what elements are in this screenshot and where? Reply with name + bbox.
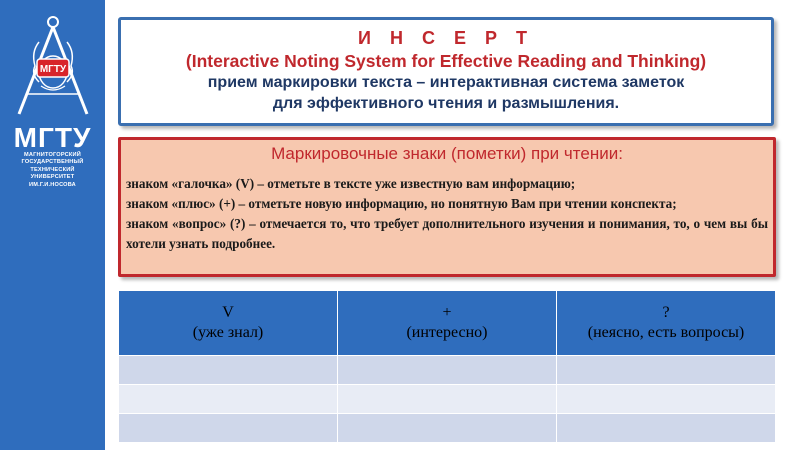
marks-list bbox=[126, 174, 768, 254]
column-header-unclear bbox=[557, 291, 776, 356]
column-label: (неясно, есть вопросы) bbox=[587, 324, 745, 341]
table-cell[interactable] bbox=[338, 356, 557, 385]
page-title: И Н С Е Р Т bbox=[358, 28, 534, 48]
table-cell[interactable] bbox=[557, 385, 776, 414]
mark-item-question: знаком «вопрос» (?) – отмечается то, что требует дополнительного изучения и понимания, то, о чем вы бы хотели узнать подробнее. bbox=[126, 216, 768, 251]
university-full-name-line: ТЕХНИЧЕСКИЙ bbox=[30, 166, 75, 173]
title-box bbox=[118, 17, 774, 126]
table-cell[interactable] bbox=[338, 385, 557, 414]
column-symbol: ? bbox=[662, 304, 670, 321]
table-cell[interactable] bbox=[119, 356, 338, 385]
marks-heading: Маркировочные знаки (пометки) при чтении: bbox=[271, 144, 623, 163]
logo-text: МГТУ bbox=[39, 64, 67, 75]
table-row bbox=[119, 385, 776, 414]
table-row bbox=[119, 414, 776, 443]
university-full-name bbox=[0, 152, 105, 189]
compass-emblem-icon bbox=[13, 14, 93, 124]
university-name: МГТУ bbox=[13, 122, 92, 153]
university-full-name-line: УНИВЕРСИТЕТ bbox=[30, 174, 75, 181]
column-label: (уже знал) bbox=[192, 324, 264, 341]
mark-item-plus: знаком «плюс» (+) – отметьте новую информацию, но понятную Вам при чтении конспекта; bbox=[126, 196, 677, 211]
university-full-name-line: МАГНИТОГОРСКИЙ bbox=[24, 152, 81, 158]
column-symbol: V bbox=[222, 304, 234, 321]
column-header-interesting bbox=[338, 291, 557, 356]
university-full-name-line: ИМ.Г.И.НОСОВА bbox=[29, 181, 76, 188]
page-description-line: прием маркировки текста – интерактивная система заметок bbox=[207, 74, 685, 91]
table-cell[interactable] bbox=[557, 414, 776, 443]
university-logo bbox=[13, 14, 93, 124]
column-label: (интересно) bbox=[406, 324, 488, 341]
notes-table bbox=[118, 290, 776, 443]
column-symbol: + bbox=[442, 304, 452, 321]
marks-box bbox=[118, 137, 776, 277]
column-header-known bbox=[119, 291, 338, 356]
mark-item-check: знаком «галочка» (V) – отметьте в тексте уже известную вам информацию; bbox=[126, 176, 576, 191]
table-header-row bbox=[119, 291, 776, 356]
table-cell[interactable] bbox=[119, 414, 338, 443]
page-description-line: для эффективного чтения и размышления. bbox=[272, 95, 620, 112]
table-row bbox=[119, 356, 776, 385]
page-subtitle: (Interactive Noting System for Effective Reading and Thinking) bbox=[185, 51, 707, 71]
table-cell[interactable] bbox=[119, 385, 338, 414]
table-cell[interactable] bbox=[557, 356, 776, 385]
table-cell[interactable] bbox=[338, 414, 557, 443]
sidebar bbox=[0, 0, 105, 450]
university-full-name-line: ГОСУДАРСТВЕННЫЙ bbox=[21, 159, 84, 166]
